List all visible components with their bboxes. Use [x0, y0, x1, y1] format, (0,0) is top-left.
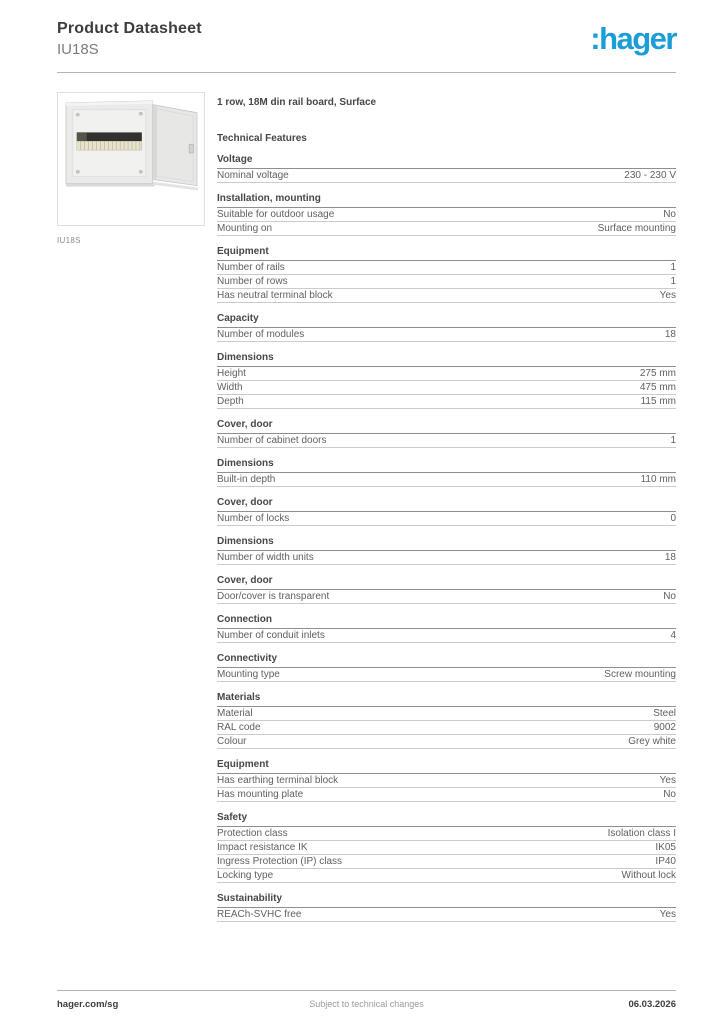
spec-row: [217, 395, 676, 409]
main-content: [57, 92, 676, 922]
spec-section-rows: [217, 473, 676, 487]
spec-row-value: 4: [670, 630, 676, 641]
page-title: Product Datasheet: [57, 20, 202, 37]
spec-row: [217, 721, 676, 735]
spec-section: [217, 537, 676, 565]
spec-row-value: IP40: [655, 856, 676, 867]
spec-row-label: REACh-SVHC free: [217, 909, 302, 920]
spec-section-title: Installation, mounting: [217, 194, 676, 208]
spec-row-value: 1: [670, 435, 676, 446]
spec-row-value: Yes: [659, 909, 676, 920]
spec-row-value: Grey white: [628, 736, 676, 747]
spec-row-label: Colour: [217, 736, 247, 747]
spec-row-label: Suitable for outdoor usage: [217, 209, 335, 220]
spec-row-label: Impact resistance IK: [217, 842, 308, 853]
spec-section-title: Cover, door: [217, 498, 676, 512]
enclosure-illustration: [58, 93, 204, 225]
spec-row-label: Number of modules: [217, 329, 305, 340]
spec-row: [217, 275, 676, 289]
spec-row-label: Depth: [217, 396, 244, 407]
spec-row-value: No: [663, 591, 676, 602]
spec-row-value: 110 mm: [640, 474, 676, 485]
spec-row-value: IK05: [655, 842, 676, 853]
spec-row: [217, 261, 676, 275]
spec-row: [217, 629, 676, 643]
spec-section: [217, 813, 676, 883]
spec-section: [217, 420, 676, 448]
spec-row-label: Number of width units: [217, 552, 314, 563]
spec-section-title: Sustainability: [217, 894, 676, 908]
spec-section: [217, 576, 676, 604]
spec-row: [217, 208, 676, 222]
footer-disclaimer: Subject to technical changes: [309, 999, 424, 1009]
spec-row-label: Number of rows: [217, 276, 288, 287]
spec-section-rows: [217, 908, 676, 922]
hager-logo: :hager: [590, 21, 676, 56]
spec-row-label: Ingress Protection (IP) class: [217, 856, 343, 867]
spec-row: [217, 788, 676, 802]
spec-section: [217, 498, 676, 526]
spec-row-value: 18: [664, 329, 676, 340]
product-title: 1 row, 18M din rail board, Surface: [217, 97, 377, 108]
product-reference: IU18S: [57, 41, 99, 58]
spec-row-label: Number of rails: [217, 262, 285, 273]
spec-section-rows: [217, 590, 676, 604]
spec-row-value: Screw mounting: [604, 669, 676, 680]
spec-row-label: Door/cover is transparent: [217, 591, 330, 602]
spec-section: [217, 894, 676, 922]
spec-section: [217, 654, 676, 682]
spec-section: [217, 247, 676, 303]
spec-section-rows: [217, 774, 676, 802]
spec-section-rows: [217, 827, 676, 883]
spec-section-title: Dimensions: [217, 459, 676, 473]
spec-section-rows: [217, 434, 676, 448]
spec-section: [217, 760, 676, 802]
spec-row-value: 1: [670, 262, 676, 273]
spec-section: [217, 194, 676, 236]
spec-row-label: Nominal voltage: [217, 170, 289, 181]
spec-row: [217, 289, 676, 303]
spec-row-label: Number of locks: [217, 513, 290, 524]
spec-row-label: Built-in depth: [217, 474, 276, 485]
spec-row-value: 1: [670, 276, 676, 287]
header-titles: [57, 20, 202, 58]
spec-row: [217, 512, 676, 526]
spec-section-rows: [217, 169, 676, 183]
spec-row-label: Mounting on: [217, 223, 273, 234]
spec-row: [217, 551, 676, 565]
header-divider: [57, 72, 676, 73]
spec-row-value: 9002: [653, 722, 676, 733]
spec-row-label: Has neutral terminal block: [217, 290, 333, 301]
spec-row: [217, 222, 676, 236]
spec-row: [217, 668, 676, 682]
spec-section-title: Voltage: [217, 155, 676, 169]
spec-row-label: Has mounting plate: [217, 789, 304, 800]
spec-section: [217, 353, 676, 409]
spec-row-value: 275 mm: [639, 368, 676, 379]
spec-section-title: Equipment: [217, 247, 676, 261]
spec-row: [217, 434, 676, 448]
spec-row-value: 0: [670, 513, 676, 524]
spec-section-title: Connectivity: [217, 654, 676, 668]
spec-row-value: No: [663, 789, 676, 800]
spec-row-value: Without lock: [621, 870, 676, 881]
spec-row-label: Number of conduit inlets: [217, 630, 325, 641]
spec-section-title: Safety: [217, 813, 676, 827]
spec-section-title: Capacity: [217, 314, 676, 328]
spec-section-title: Cover, door: [217, 576, 676, 590]
spec-section-rows: [217, 328, 676, 342]
spec-row-value: No: [663, 209, 676, 220]
spec-section-rows: [217, 367, 676, 409]
spec-section: [217, 314, 676, 342]
footer-date: 06.03.2026: [628, 999, 676, 1010]
spec-section-rows: [217, 261, 676, 303]
spec-row-label: Height: [217, 368, 246, 379]
spec-section-rows: [217, 512, 676, 526]
spec-row: [217, 367, 676, 381]
spec-row: [217, 590, 676, 604]
spec-row-value: Isolation class I: [607, 828, 676, 839]
spec-row: [217, 381, 676, 395]
spec-row: [217, 908, 676, 922]
product-image: [57, 92, 205, 226]
spec-row-label: Locking type: [217, 870, 274, 881]
spec-section-title: Cover, door: [217, 420, 676, 434]
spec-row: [217, 841, 676, 855]
spec-section: [217, 459, 676, 487]
spec-section-rows: [217, 629, 676, 643]
spec-section-title: Connection: [217, 615, 676, 629]
spec-row-label: Material: [217, 708, 253, 719]
spec-row: [217, 707, 676, 721]
spec-row-value: Steel: [653, 708, 676, 719]
spec-row-value: Yes: [659, 290, 676, 301]
spec-row: [217, 169, 676, 183]
spec-row: [217, 328, 676, 342]
spec-row-label: Protection class: [217, 828, 288, 839]
spec-row: [217, 774, 676, 788]
spec-section: [217, 155, 676, 183]
spec-section: [217, 693, 676, 749]
spec-section-rows: [217, 668, 676, 682]
spec-row-label: Width: [217, 382, 243, 393]
footer-website-link[interactable]: hager.com/sg: [57, 999, 119, 1010]
spec-section-title: Dimensions: [217, 537, 676, 551]
spec-section-title: Dimensions: [217, 353, 676, 367]
spec-row-value: 230 - 230 V: [624, 170, 676, 181]
spec-section-title: Materials: [217, 693, 676, 707]
header: [57, 20, 676, 58]
technical-features-heading: Technical Features: [217, 133, 307, 144]
technical-column: [217, 92, 676, 922]
footer: [57, 990, 676, 1010]
spec-row-label: Has earthing terminal block: [217, 775, 339, 786]
spec-row: [217, 869, 676, 883]
spec-section: [217, 615, 676, 643]
spec-row: [217, 855, 676, 869]
spec-row: [217, 473, 676, 487]
spec-section-rows: [217, 551, 676, 565]
spec-section-title: Equipment: [217, 760, 676, 774]
spec-section-rows: [217, 208, 676, 236]
spec-row-value: 475 mm: [639, 382, 676, 393]
product-image-caption: IU18S: [57, 236, 81, 245]
spec-row-value: 18: [664, 552, 676, 563]
spec-row-value: 115 mm: [640, 396, 676, 407]
spec-section-rows: [217, 707, 676, 749]
spec-row-label: RAL code: [217, 722, 261, 733]
product-image-column: [57, 92, 205, 922]
spec-row: [217, 735, 676, 749]
spec-row-value: Surface mounting: [597, 223, 676, 234]
tech-table: [217, 155, 676, 922]
spec-row: [217, 827, 676, 841]
spec-row-value: Yes: [659, 775, 676, 786]
spec-row-label: Number of cabinet doors: [217, 435, 327, 446]
spec-row-label: Mounting type: [217, 669, 280, 680]
